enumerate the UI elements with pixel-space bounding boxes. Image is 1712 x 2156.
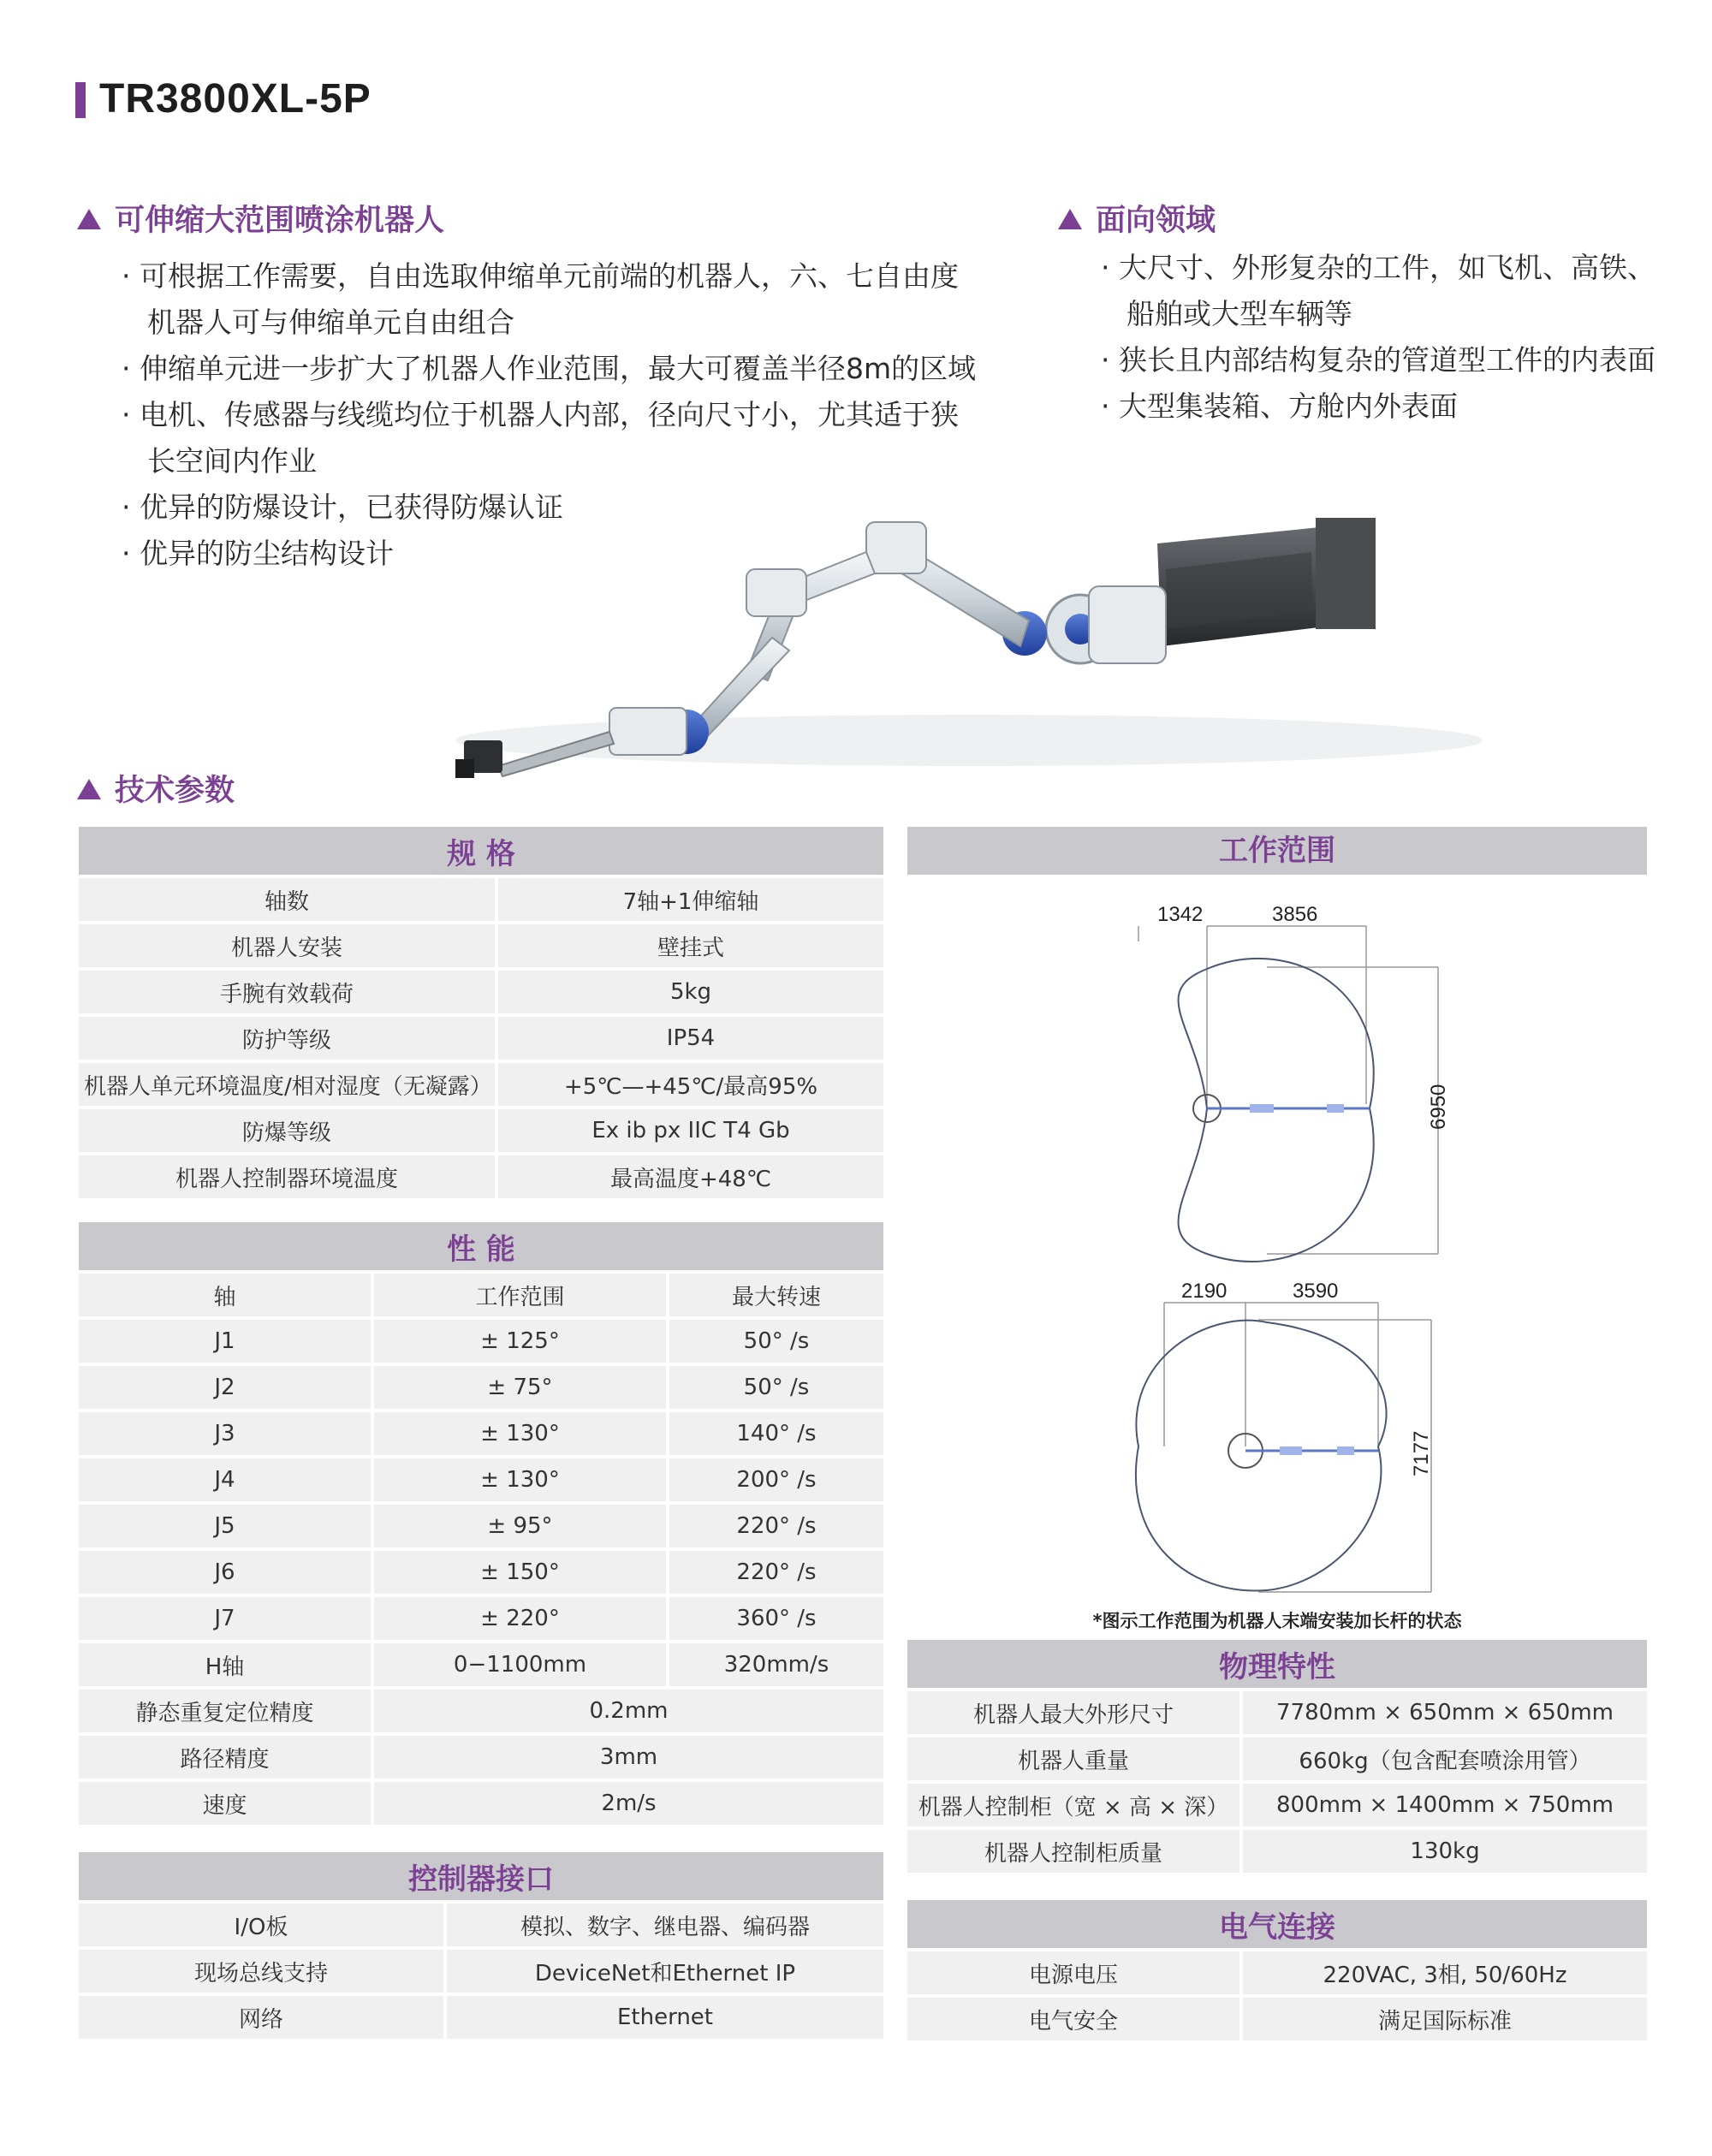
table-row: I/O板 模拟、数字、继电器、编码器	[79, 1904, 883, 1946]
table-row: H轴 0−1100mm 320mm/s	[79, 1643, 883, 1686]
performance-table	[79, 1219, 883, 1828]
table-row: J3 ± 130° 140° /s	[79, 1412, 883, 1455]
work-range-heading: 工作范围	[907, 827, 1647, 875]
feature-bullet: · 电机、传感器与线缆均位于机器人内部，径向尺寸小，尤其适于狭长空间内作业	[122, 398, 959, 478]
table-row: J7 ± 220° 360° /s	[79, 1597, 883, 1640]
dim-label: 7177	[1410, 1430, 1433, 1476]
table-row: 防爆等级 Ex ib px IIC T4 Gb	[79, 1109, 883, 1152]
table-row: 轴数 7轴+1伸缩轴	[79, 878, 883, 921]
triangle-icon	[77, 209, 101, 229]
table-row: J1 ± 125° 50° /s	[79, 1320, 883, 1363]
robot-arm-image	[421, 484, 1495, 779]
dim-label: 6950	[1427, 1084, 1450, 1130]
table-row: 机器人最大外形尺寸 7780mm × 650mm × 650mm	[907, 1691, 1647, 1734]
dim-label: 1342	[1157, 903, 1204, 926]
table-row: 手腕有效载荷 5kg	[79, 971, 883, 1013]
table-row: 路径精度 3mm	[79, 1736, 883, 1779]
table-row: 静态重复定位精度 0.2mm	[79, 1690, 883, 1732]
electric-table	[907, 1897, 1647, 2044]
title-accent-bar	[75, 82, 86, 118]
performance-table-heading: 性 能	[79, 1222, 883, 1270]
dim-label: 3590	[1293, 1280, 1339, 1303]
table-row: 网络 Ethernet	[79, 1996, 883, 2039]
table-row: 速度 2m/s	[79, 1782, 883, 1825]
controller-table	[79, 1849, 883, 2042]
table-row: 机器人控制器环境温度 最高温度+48℃	[79, 1155, 883, 1198]
tech-heading: 技术参数	[77, 767, 235, 810]
application-bullet: · 狭长且内部结构复杂的管道型工件的内表面	[1101, 343, 1656, 377]
table-row: 机器人控制柜（宽 × 高 × 深） 800mm × 1400mm × 750mm	[907, 1784, 1647, 1826]
page-title: TR3800XL-5P	[99, 76, 372, 122]
application-heading: 面向领域	[1058, 197, 1216, 240]
feature-bullet: · 优异的防尘结构设计	[122, 537, 394, 570]
triangle-icon	[77, 779, 101, 799]
application-bullet: · 大尺寸、外形复杂的工件，如飞机、高铁、船舶或大型车辆等	[1101, 251, 1656, 330]
spec-table-heading: 规 格	[79, 827, 883, 875]
table-row: 电气安全 满足国际标准	[907, 1998, 1647, 2040]
table-row: J6 ± 150° 220° /s	[79, 1551, 883, 1594]
feature-heading: 可伸缩大范围喷涂机器人	[77, 197, 444, 240]
dim-label: 2190	[1181, 1280, 1228, 1303]
controller-table-heading: 控制器接口	[79, 1852, 883, 1900]
table-row: 电源电压 220VAC, 3相, 50/60Hz	[907, 1951, 1647, 1994]
table-row: 机器人重量 660kg（包含配套喷涂用管）	[907, 1737, 1647, 1780]
work-range-diagram-2	[1113, 1267, 1472, 1609]
physical-table-heading: 物理特性	[907, 1640, 1647, 1688]
table-row: J5 ± 95° 220° /s	[79, 1505, 883, 1547]
table-header-row: 轴 工作范围 最大转速	[79, 1274, 883, 1316]
electric-table-heading: 电气连接	[907, 1900, 1647, 1948]
table-row: 机器人单元环境温度/相对湿度（无凝露） +5℃—+45℃/最高95%	[79, 1063, 883, 1106]
table-row: 机器人安装 壁挂式	[79, 924, 883, 967]
table-row: J2 ± 75° 50° /s	[79, 1366, 883, 1409]
triangle-icon	[1058, 209, 1082, 229]
work-range-note: *图示工作范围为机器人末端安装加长杆的状态	[1092, 1611, 1462, 1631]
table-row: 现场总线支持 DeviceNet和Ethernet IP	[79, 1950, 883, 1993]
feature-bullet: · 伸缩单元进一步扩大了机器人作业范围，最大可覆盖半径8m的区域	[122, 352, 977, 385]
table-row: 防护等级 IP54	[79, 1017, 883, 1060]
application-bullets	[1101, 245, 1657, 430]
work-range-diagram-1	[1113, 899, 1472, 1267]
dim-label: 3856	[1272, 903, 1318, 926]
table-row: J4 ± 130° 200° /s	[79, 1458, 883, 1501]
spec-table	[79, 823, 883, 1202]
table-row: 机器人控制柜质量 130kg	[907, 1830, 1647, 1873]
application-bullet: · 大型集装箱、方舱内外表面	[1101, 389, 1458, 423]
feature-bullet: · 优异的防爆设计，已获得防爆认证	[122, 490, 563, 524]
feature-bullet: · 可根据工作需要，自由选取伸缩单元前端的机器人，六、七自由度机器人可与伸缩单元自由组合	[122, 259, 959, 339]
physical-table	[907, 1636, 1647, 1876]
